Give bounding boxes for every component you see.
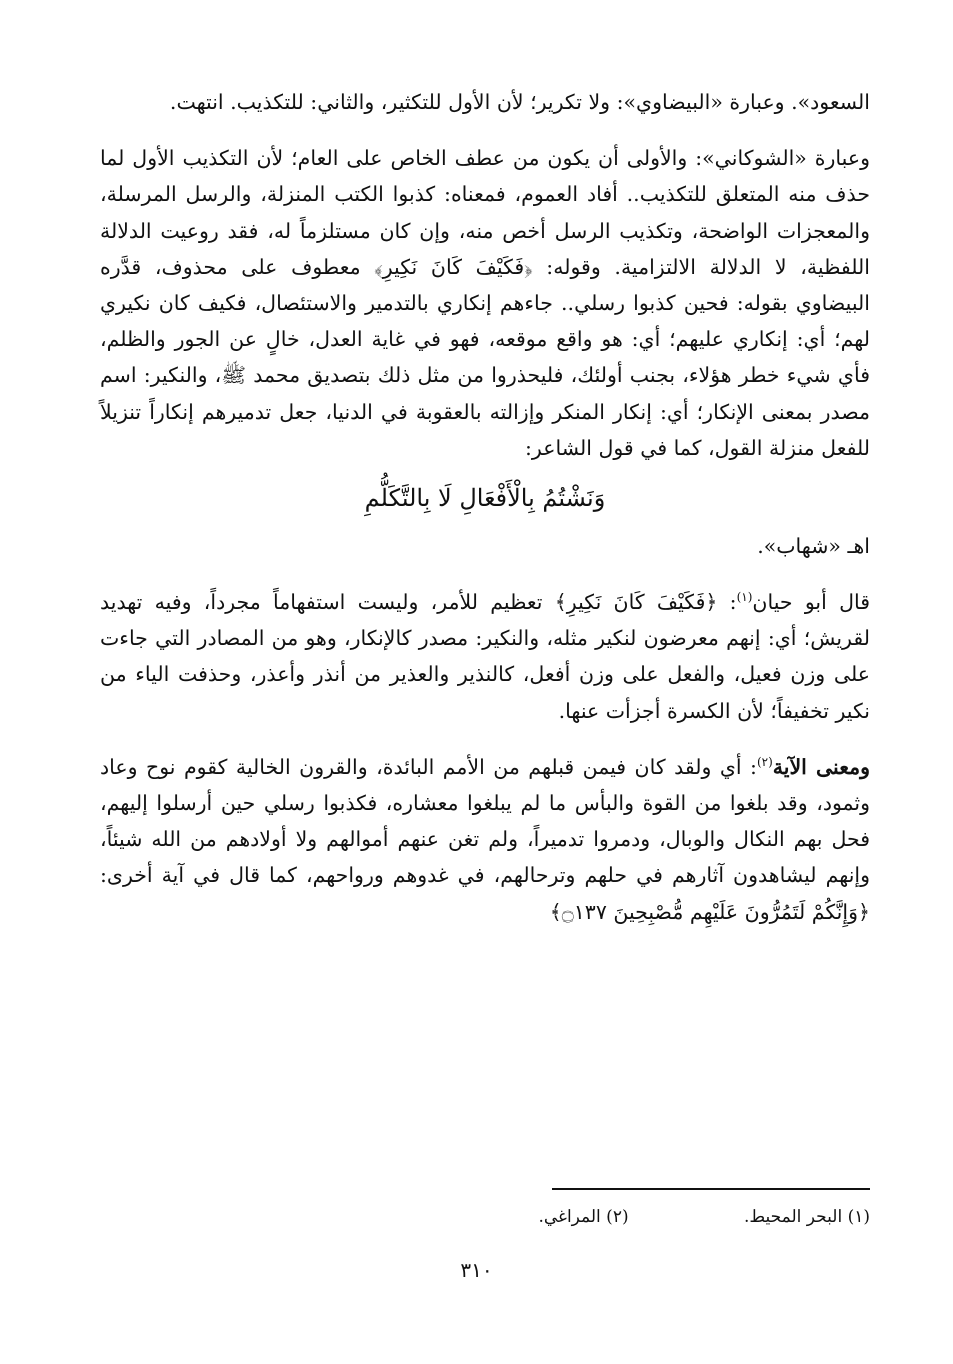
poetry-verse: وَنَشْتُمُ بِالْأَفْعَالِ لَا بِالتَّكَلُّمِ [364,484,606,513]
abu-hayyan-lead: قال أبو حيان [752,590,871,615]
source-note: اهـ «شهاب». [757,534,870,559]
page-body [100,84,870,930]
page-number: ٣١٠ [460,1258,493,1282]
footnote-2: (٢) المراغي. [538,1207,629,1227]
paragraph-abu-hayyan [100,584,870,729]
abu-hayyan-text: : ﴿فَكَيْفَ كَانَ نَكِيرِ﴾ تعظيم للأمر، وليست استفهاماً مجرداً، وفيه تهديد لقريش؛ أي: إنهم معرضون لنكير مثله، والنكير: مصدر كالإنكار، وهو من المصادر التي جاءت على وزن فعيل، والفعل على وزن أفعل، كالنذير والعذير من أنذر وأعذر، وحذفت الياء من نكير تخفيفاً؛ لأن الكسرة أجزأت عنها. [100,590,870,723]
footnote-marker-1: (١) [736,590,753,605]
meaning-lead: ومعنى الآية [772,754,870,779]
footnotes [170,1202,870,1232]
paragraph-1: السعود». وعبارة «البيضاوي»: ولا تكرير؛ لأن الأول للتكثير، والثاني: للتكذيب. انتهت. [169,90,870,114]
paragraph-2: وعبارة «الشوكاني»: والأولى أن يكون من عطف الخاص على العام؛ لأن التكذيب الأول لما حذف منه المتعلق للتكذيب.. أفاد العموم، فمعناه: كذبوا الكتب المنزلة، والرسل المرسلة، والمعجزات الواضحة، وتكذيب الرسل أخص منه، وإن كان مستلزماً له، فقد روعيت الدلالة اللفظية، لا الدلالة الالتزامية. وقوله: ﴿فَكَيْفَ كَانَ نَكِيرِ﴾ معطوف على محذوف، قدَّره البيضاوي بقوله: فحين كذبوا رسلي.. جاءهم إنكاري بالتدمير والاستئصال، فكيف كان نكيري لهم؛ أي: إنكاري عليهم؛ أي: هو واقع موقعه، فهو في غاية العدل، خالٍ عن الجور والظلم، فأي شيء خطر هؤلاء، بجنب أولئك، فليحذروا من مثل ذلك بتصديق محمد ﷺ، والنكير: اسم مصدر بمعنى الإنكار؛ أي: إنكار المنكر وإزالته بالعقوبة في الدنيا، جعل تدميرهم إنكاراً تنزيلاً للفعل منزلة القول، كما في قول الشاعر: [100,146,870,460]
footnote-marker-2: (٢) [756,755,773,770]
meaning-text: : أي ولقد كان فيمن قبلهم من الأمم البائدة، والقرون الخالية كقوم نوح وعاد وثمود، وقد بلغوا من القوة والبأس ما لم يبلغوا معشاره، فكذبوا رسلي حين أرسلوا إليهم، فحل بهم النكال والوبال، ودمروا تدميراً، ولم تغن عنهم أموالهم ولا أولادهم من الله شيئاً، وإنهم ليشاهدون آثارهم في حلهم وترحالهم، في غدوهم ورواحهم، كما قال في آية أخرى: ﴿وَإِنَّكُمْ لَتَمُرُّونَ عَلَيْهِم مُّصْبِحِينَ ۝١٣٧﴾ [100,754,870,924]
footnote-divider [552,1188,870,1190]
footnote-1: (١) البحر المحيط. [744,1207,870,1227]
paragraph-meaning [100,749,870,930]
